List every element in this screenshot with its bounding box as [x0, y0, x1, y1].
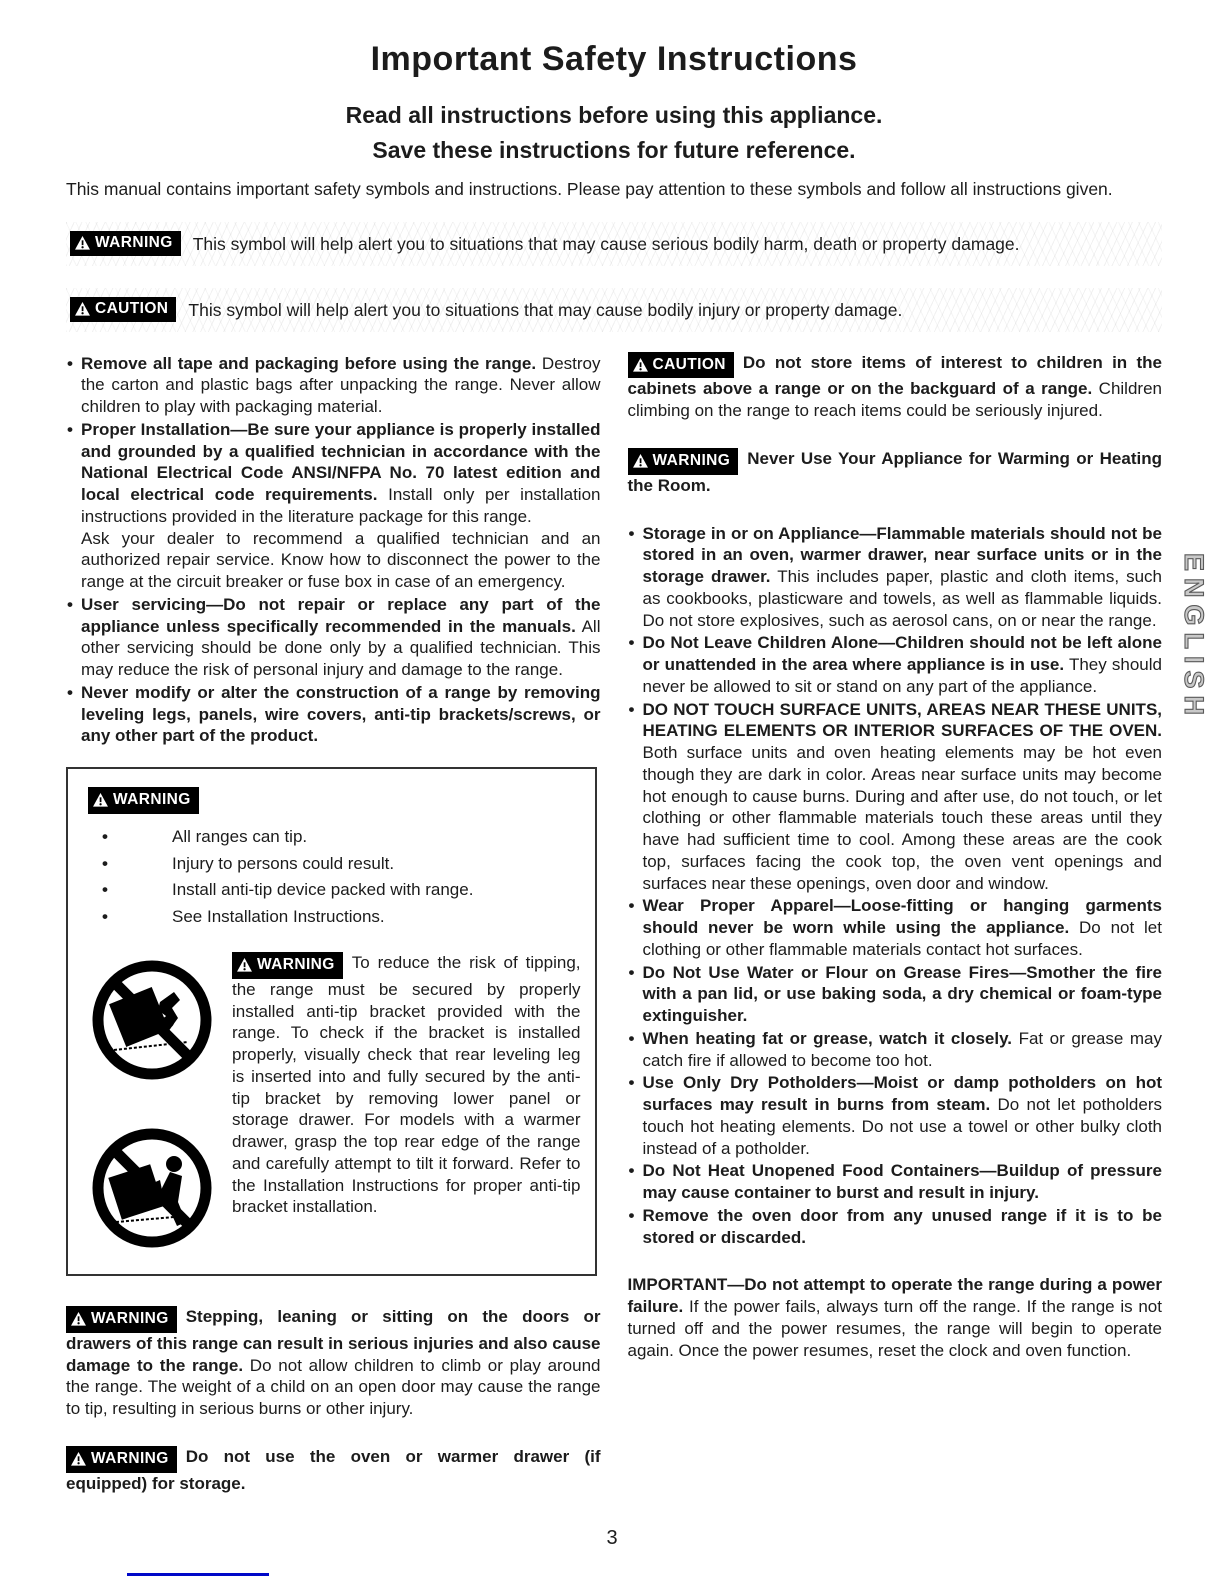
range-tipping-prohibited-icon: [90, 958, 214, 1082]
warning-badge-label: WARNING: [91, 1449, 169, 1467]
bullet-bold-text: Never modify or alter the construction of a range by removing leveling legs, panels, wire covers, anti-tip brackets/screws, or any other part of the product.: [81, 682, 601, 746]
important-bold-text: IMPORTANT—Do not attempt to operate the range during a power failure.: [627, 1275, 1162, 1317]
list-item: [628, 1072, 1163, 1159]
list-item: [628, 962, 1163, 1027]
bullet-bold-text: Do Not Leave Children Alone—Children should not be left alone or unattended in the area where appliance is in use.: [642, 633, 1162, 675]
warning-badge-label: WARNING: [257, 955, 335, 973]
anti-tip-warning-box: [66, 767, 597, 1276]
warning-badge: [232, 952, 343, 979]
list-item: [66, 682, 601, 747]
continuation-paragraph: Ask your dealer to recommend a qualified technician and an authorized repair service. Know how to disconnect the power to the range at the circuit breaker or fuse box in case of an emergency.: [81, 528, 601, 591]
bullet-rest-text: Install only per installation instructions provided in the literature package for this range.: [81, 485, 601, 526]
list-item: [66, 353, 601, 418]
list-item: [628, 523, 1163, 632]
bullet-bold-text: User servicing—Do not repair or replace any part of the appliance unless specifically recommended in the manuals.: [81, 594, 601, 636]
left-column: [66, 352, 601, 1495]
list-item: [66, 419, 601, 528]
bullet-bold-text: Remove the oven door from any unused range if it is to be stored or discarded.: [642, 1205, 1162, 1247]
list-item: [628, 1160, 1163, 1204]
stepping-warning-paragraph: [66, 1306, 601, 1420]
caution-badge: [70, 297, 176, 322]
warning-triangle-icon: [92, 792, 109, 808]
caution-legend-text: This symbol will help alert you to situations that may cause bodily injury or property damage.: [188, 299, 903, 320]
list-item: [628, 1028, 1163, 1072]
bullet-bold-text: Storage in or on Appliance—Flammable materials should not be stored in an oven, warmer drawer, near surface units or in the storage drawer.: [642, 523, 1162, 587]
list-item: • Injury to persons could result.: [88, 853, 581, 875]
caution-badge-label: CAUTION: [95, 299, 169, 317]
bullet-bold-text: When heating fat or grease, watch it closely.: [642, 1028, 1013, 1048]
bullet-rest-text: Fat or grease may catch fire if allowed to become too hot.: [642, 1028, 1162, 1070]
page-number: 3: [606, 1527, 618, 1549]
warning-badge: [70, 231, 181, 256]
caution-rest-text: Children climbing on the range to reach items could be seriously injured.: [627, 379, 1162, 421]
warning-triangle-icon: [236, 957, 253, 973]
warning-badge-label: WARNING: [95, 233, 173, 251]
bullet-rest-text: Destroy the carton and plastic bags after unpacking the range. Never allow children to play with packaging material.: [81, 353, 601, 416]
warning-legend-banner: [66, 222, 1162, 266]
bullet-bold-text: DO NOT TOUCH SURFACE UNITS, AREAS NEAR THESE UNITS, HEATING ELEMENTS OR INTERIOR SURFACES OF THE OVEN.: [642, 699, 1162, 741]
bullet-rest-text: Do not let clothing or other flammable materials contact hot surfaces.: [642, 918, 1162, 959]
warning-bold-text: Do not use the oven or warmer drawer (if equipped) for storage.: [66, 1446, 601, 1493]
warning-triangle-icon: [632, 357, 649, 373]
children-caution-paragraph: [628, 352, 1163, 422]
warning-badge: [628, 448, 739, 475]
language-tab: ENGLISH: [1178, 552, 1209, 723]
subtitle-save: Save these instructions for future reference.: [372, 136, 856, 163]
bullet-bold-text: Do Not Heat Unopened Food Containers—Buildup of pressure may cause container to burst and result in injury.: [642, 1161, 1162, 1203]
range-tilting-prohibited-icon: [90, 1126, 214, 1250]
warning-triangle-icon: [632, 453, 649, 469]
anti-tip-paragraph: [232, 952, 581, 1250]
warning-badge: [88, 787, 199, 814]
warning-bold-text: Stepping, leaning or sitting on the doors or drawers of this range can result in serious injuries and also cause damage to the range.: [66, 1306, 601, 1375]
bullet-rest-text: All other servicing should be done only by a qualified technician. This may reduce the risk of personal injury and damage to the range.: [81, 616, 601, 679]
subtitle-read: Read all instructions before using this appliance.: [345, 102, 883, 128]
warning-badge-label: WARNING: [91, 1309, 169, 1327]
warming-warning-paragraph: [628, 448, 1163, 497]
bullet-rest-text: Both surface units and oven heating elements may be hot even though they are dark in color. Areas near surface units may become hot enough to cause burns. During and after use, do not touch, or let clothing or other flammable materials touch these areas until they have had sufficient time to cool. Among these areas are the cook top, surfaces facing the cook top, the oven vent openings and surfaces near these openings, oven door and window.: [642, 743, 1162, 893]
intro-text: This manual contains important safety symbols and instructions. Please pay attention to these symbols and follow all instructions given.: [66, 178, 1113, 199]
bullet-bold-text: Proper Installation—Be sure your appliance is properly installed and grounded by a qualified technician in accordance with the National Electrical Code ANSI/NFPA No. 70 latest edition and local electrical code requirements.: [81, 419, 601, 504]
warning-rest-text: Do not allow children to climb or play around the range. The weight of a child on an open door may cause the range to tip, resulting in serious burns or other injury.: [66, 1355, 601, 1418]
warning-triangle-icon: [70, 1311, 87, 1327]
bullet-rest-text: Do not let potholders touch hot heating elements. Do not use a towel or other bulky cloth instead of a potholder.: [642, 1095, 1162, 1158]
important-paragraph: [628, 1274, 1163, 1361]
warning-triangle-icon: [74, 301, 91, 317]
bullet-bold-text: Do Not Use Water or Flour on Grease Fires—Smother the fire with a pan lid, or use baking soda, a dry chemical or foam-type extinguisher.: [642, 962, 1162, 1026]
warning-badge-label: WARNING: [113, 791, 191, 808]
list-item: [66, 594, 601, 681]
storage-warning-paragraph: [66, 1446, 601, 1495]
list-item: [628, 699, 1163, 895]
warning-bold-text: Never Use Your Appliance for Warming or Heating the Room.: [627, 448, 1162, 495]
warning-triangle-icon: [70, 1451, 87, 1467]
page-title: Important Safety Instructions: [370, 40, 858, 78]
important-rest-text: If the power fails, always turn off the range. If the range is not turned off and the power resumes, the range will begin to operate again. Once the power resumes, reset the clock and oven function.: [627, 1297, 1162, 1360]
bullet-bold-text: Wear Proper Apparel—Loose-fitting or hanging garments should never be worn while using the appliance.: [642, 896, 1162, 938]
warning-triangle-icon: [74, 235, 91, 251]
warning-badge-label: WARNING: [652, 452, 731, 470]
warning-badge: [66, 1306, 177, 1333]
right-column: [628, 352, 1163, 1495]
bullet-bold-text: Remove all tape and packaging before using the range.: [81, 353, 537, 373]
list-item: [628, 1205, 1163, 1249]
bullet-rest-text: This includes paper, plastic and cloth items, such as cookbooks, plasticware and towels, as well as flammable liquids. Do not store explosives, such as aerosol cans, on or near the range.: [642, 567, 1163, 630]
caution-bold-text: Do not store items of interest to children in the cabinets above a range or on the backguard of a range.: [627, 352, 1162, 399]
prohibition-icons: [88, 952, 216, 1250]
list-item: • See Installation Instructions.: [88, 906, 581, 928]
bullet-bold-text: Use Only Dry Potholders—Moist or damp potholders on hot surfaces may result in burns from steam.: [642, 1073, 1162, 1115]
warning-badge: [66, 1446, 177, 1473]
list-item: • Install anti-tip device packed with range.: [88, 879, 581, 901]
list-item: [628, 632, 1163, 697]
caution-badge: [628, 352, 734, 379]
list-item: [628, 895, 1163, 960]
footer-rule: [127, 1573, 269, 1576]
list-item: • All ranges can tip.: [88, 826, 581, 848]
warning-legend-text: This symbol will help alert you to situations that may cause serious bodily harm, death or property damage.: [192, 233, 1020, 254]
anti-tip-text: To reduce the risk of tipping, the range must be secured by properly installed anti-tip bracket provided with the range. To check if the bracket is installed properly, visually check that rear leveling leg is inserted into and fully secured by the anti-tip bracket by removing lower panel or storage drawer. For models with a warmer drawer, grasp the top rear edge of the range and carefully attempt to tilt it forward. Refer to the Installation Instructions for proper anti-tip bracket installation.: [232, 952, 581, 1217]
caution-badge-label: CAUTION: [652, 355, 726, 373]
caution-legend-banner: [66, 288, 1162, 332]
bullet-rest-text: They should never be allowed to sit or stand on any part of the appliance.: [642, 655, 1162, 696]
